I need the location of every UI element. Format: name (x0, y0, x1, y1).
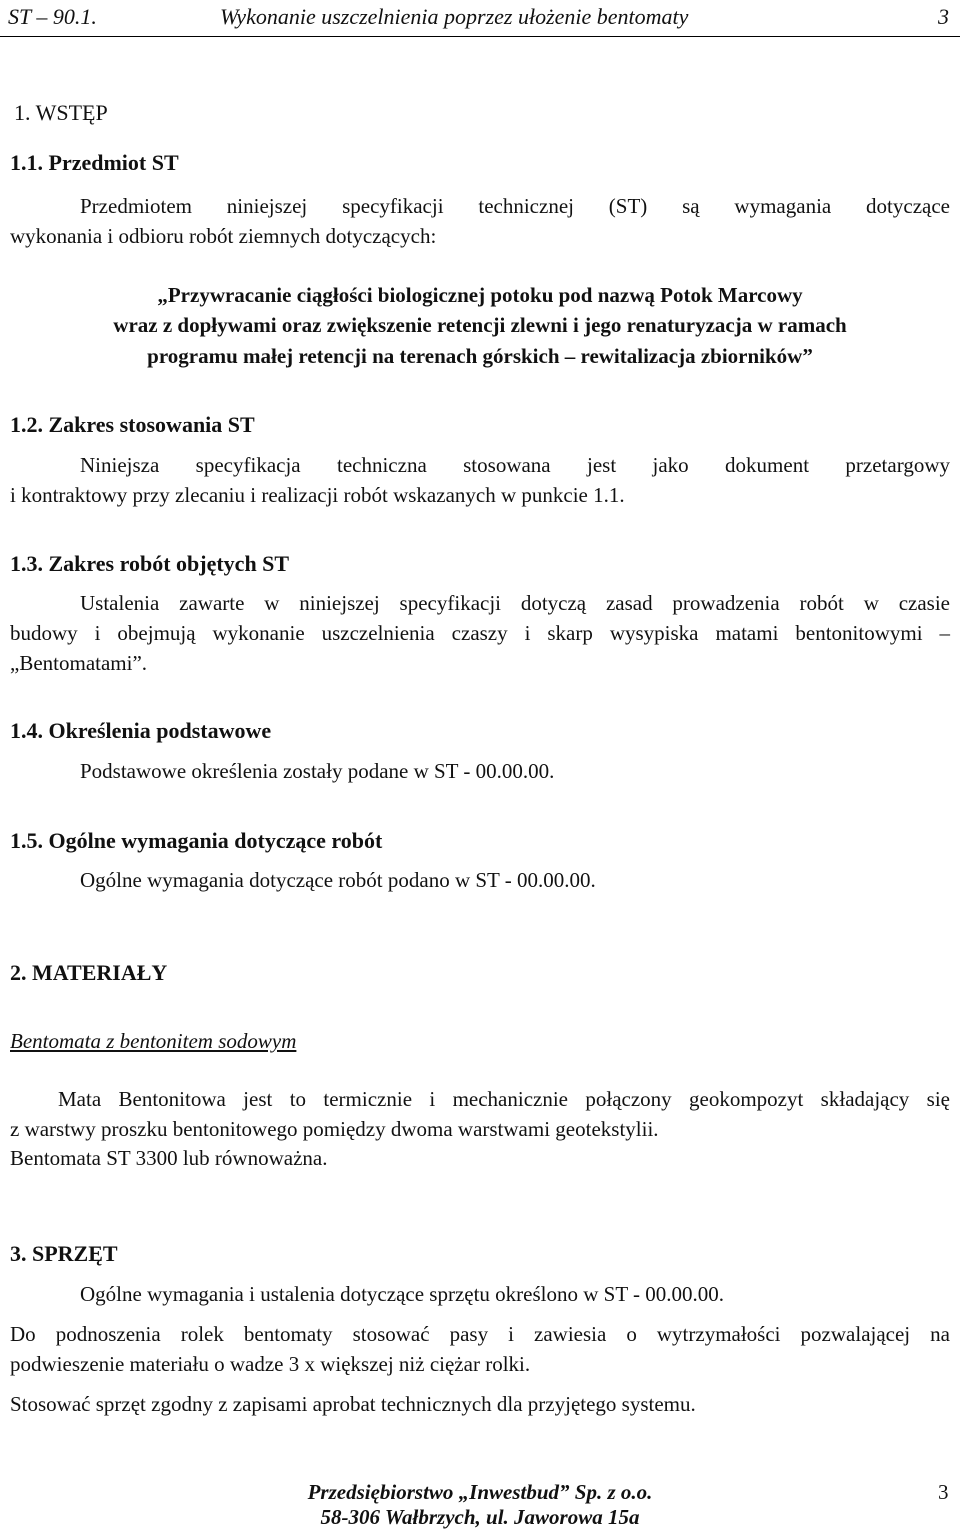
section-3-line1: Ogólne wymagania i ustalenia dotyczące sprzętu określono w ST - 00.00.00. (80, 1282, 725, 1306)
section-1-3-line3: „Bentomatami”. (10, 651, 148, 675)
section-3-heading: 3. SPRZĘT (10, 1241, 118, 1266)
section-1-1-line2: wykonania i odbioru robót ziemnych dotyczących: (10, 224, 437, 248)
section-1-3-line2: budowy i obejmują wykonanie uszczelnienia czaszy i skarp wysypiska matami bentonitowymi – (10, 621, 950, 645)
section-2-line2: z warstwy proszku bentonitowego pomiędzy dwoma warstwami geotekstylii. (10, 1117, 659, 1141)
section-1-5-line1: Ogólne wymagania dotyczące robót podano w ST - 00.00.00. (80, 868, 596, 892)
section-1-2-line1: Niniejsza specyfikacja techniczna stosowana jest jako dokument przetargowy (80, 453, 950, 477)
section-2-line3: Bentomata ST 3300 lub równoważna. (10, 1146, 328, 1170)
header-spec-code: ST – 90.1. (8, 4, 97, 29)
section-1-5-heading: 1.5. Ogólne wymagania dotyczące robót (10, 828, 383, 853)
section-1-4-line1: Podstawowe określenia zostały podane w ST - 00.00.00. (80, 759, 555, 783)
footer-page-number: 3 (938, 1480, 949, 1504)
project-title-line1: „Przywracanie ciągłości biologicznej potoku pod nazwą Potok Marcowy (157, 283, 803, 307)
section-3-line2: Do podnoszenia rolek bentomaty stosować pasy i zawiesia o wytrzymałości pozwalającej na (10, 1322, 950, 1346)
section-1-2-line2: i kontraktowy przy zlecaniu i realizacji robót wskazanych w punkcie 1.1. (10, 483, 625, 507)
section-1-4-heading: 1.4. Określenia podstawowe (10, 718, 272, 743)
section-1-heading: 1. WSTĘP (14, 100, 108, 125)
project-title-line2: wraz z dopływami oraz zwiększenie retencji zlewni i jego renaturyzacja w ramach (113, 313, 847, 337)
section-2-subheading: Bentomata z bentonitem sodowym (10, 1029, 297, 1053)
footer-company: Przedsiębiorstwo „Inwestbud” Sp. z o.o. (307, 1480, 653, 1504)
header-title: Wykonanie uszczelnienia poprzez ułożenie bentomaty (220, 4, 689, 29)
section-3-line3: podwieszenie materiału o wadze 3 x większej niż ciężar rolki. (10, 1352, 531, 1376)
section-1-1-heading: 1.1. Przedmiot ST (10, 150, 179, 175)
section-1-3-heading: 1.3. Zakres robót objętych ST (10, 551, 290, 576)
header-divider (0, 36, 960, 37)
section-2-heading: 2. MATERIAŁY (10, 960, 168, 985)
section-2-line1: Mata Bentonitowa jest to termicznie i mechanicznie połączony geokompozyt składający się (58, 1087, 950, 1111)
section-1-3-line1: Ustalenia zawarte w niniejszej specyfikacji dotyczą zasad prowadzenia robót w czasie (80, 591, 950, 615)
footer-address: 58-306 Wałbrzych, ul. Jaworowa 15a (320, 1505, 640, 1529)
section-1-1-line1: Przedmiotem niniejszej specyfikacji technicznej (ST) są wymagania dotyczące (80, 194, 950, 218)
section-3-line4: Stosować sprzęt zgodny z zapisami aprobat technicznych dla przyjętego systemu. (10, 1392, 696, 1416)
header-page-number: 3 (938, 4, 949, 29)
section-1-2-heading: 1.2. Zakres stosowania ST (10, 412, 255, 437)
project-title-line3: programu małej retencji na terenach górskich – rewitalizacja zbiorników” (147, 344, 813, 368)
